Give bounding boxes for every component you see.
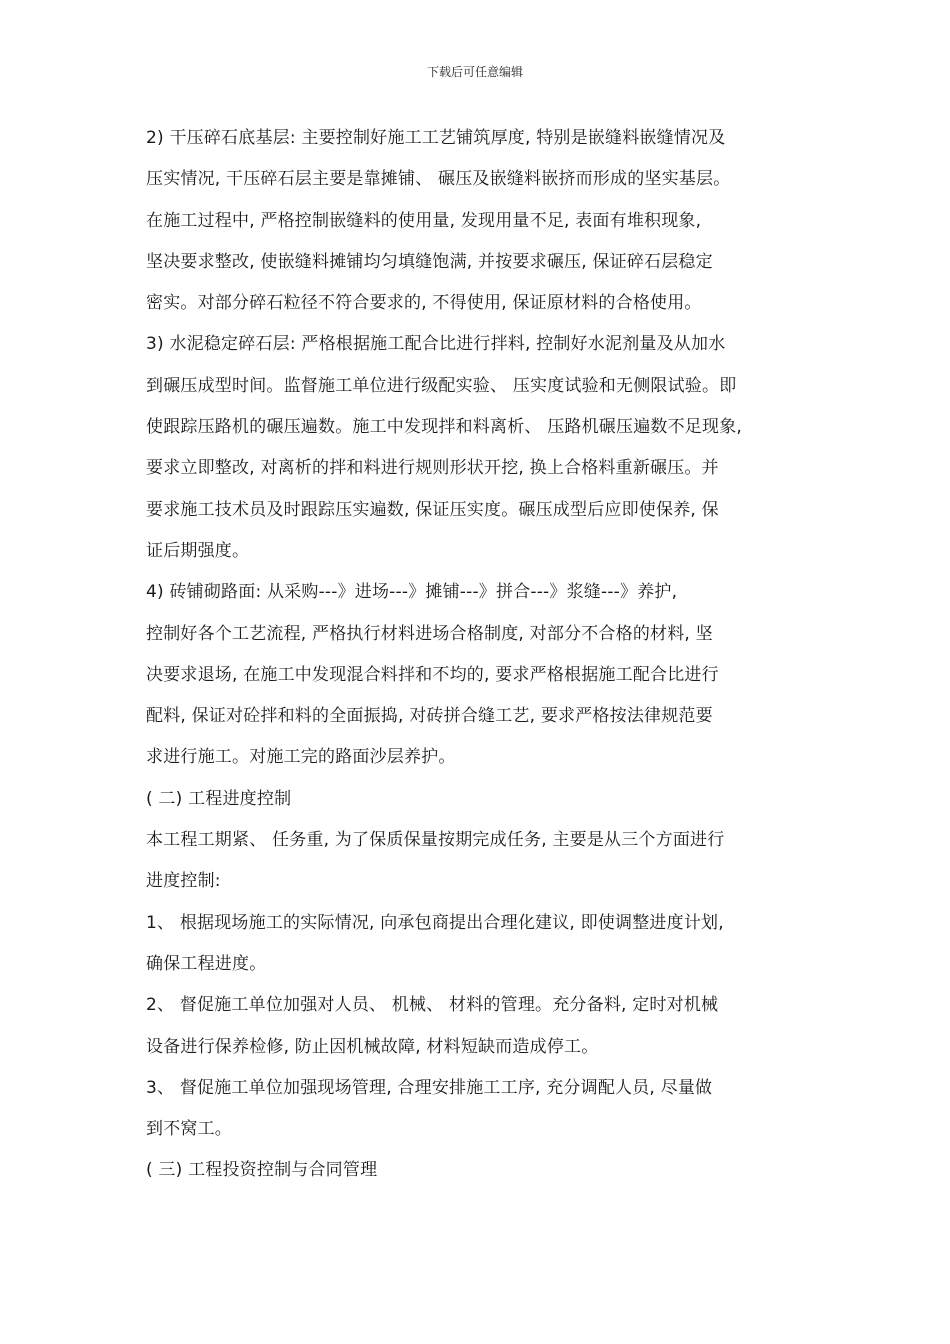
- text-line: 求进行施工。对施工完的路面沙层养护。: [146, 747, 456, 768]
- section-heading: ( 二) 工程进度控制: [146, 788, 292, 809]
- body-text: [146, 118, 826, 1192]
- text-line: 3) 水泥稳定碎石层: 严格根据施工配合比进行拌料, 控制好水泥剂量及从加水: [146, 334, 726, 355]
- text-line: 到不窝工。: [146, 1119, 232, 1140]
- text-line: 要求施工技术员及时跟踪压实遍数, 保证压实度。碾压成型后应即使保养, 保: [146, 499, 719, 520]
- section-heading: ( 三) 工程投资控制与合同管理: [146, 1160, 378, 1181]
- text-line: 确保工程进度。: [146, 953, 267, 974]
- text-line: 3、 督促施工单位加强现场管理, 合理安排施工工序, 充分调配人员, 尽量做: [146, 1077, 713, 1098]
- text-line: 4) 砖铺砌路面: 从采购---》进场---》摊铺---》拼合---》浆缝---》养护,: [146, 582, 678, 603]
- text-line: 使跟踪压路机的碾压遍数。施工中发现拌和料离析、 压路机碾压遍数不足现象,: [146, 417, 743, 438]
- text-line: 1、 根据现场施工的实际情况, 向承包商提出合理化建议, 即使调整进度计划,: [146, 912, 724, 933]
- text-line: 2) 干压碎石底基层: 主要控制好施工工艺铺筑厚度, 特别是嵌缝料嵌缝情况及: [146, 128, 726, 148]
- text-line: 在施工过程中, 严格控制嵌缝料的使用量, 发现用量不足, 表面有堆积现象,: [146, 210, 702, 231]
- text-line: 决要求退场, 在施工中发现混合料拌和不均的, 要求严格根据施工配合比进行: [146, 664, 719, 685]
- text-line: 到碾压成型时间。监督施工单位进行级配实验、 压实度试验和无侧限试验。即: [146, 375, 737, 396]
- text-line: 配料, 保证对砼拌和料的全面振捣, 对砖拼合缝工艺, 要求严格按法律规范要: [146, 706, 713, 727]
- text-line: 证后期强度。: [146, 540, 250, 561]
- text-line: 控制好各个工艺流程, 严格执行材料进场合格制度, 对部分不合格的材料, 坚: [146, 623, 713, 644]
- text-line: 2、 督促施工单位加强对人员、 机械、 材料的管理。充分备料, 定时对机械: [146, 995, 719, 1016]
- page-header: 下载后可任意编辑: [426, 65, 523, 79]
- text-line: 密实。对部分碎石粒径不符合要求的, 不得使用, 保证原材料的合格使用。: [146, 293, 702, 314]
- text-line: 坚决要求整改, 使嵌缝料摊铺均匀填缝饱满, 并按要求碾压, 保证碎石层稳定: [146, 251, 713, 272]
- text-line: 压实情况, 干压碎石层主要是靠摊铺、 碾压及嵌缝料嵌挤而形成的坚实基层。: [146, 169, 731, 190]
- text-line: 设备进行保养检修, 防止因机械故障, 材料短缺而造成停工。: [146, 1036, 599, 1057]
- text-line: 本工程工期紧、 任务重, 为了保质保量按期完成任务, 主要是从三个方面进行: [146, 830, 725, 851]
- text-line: 进度控制:: [146, 871, 221, 892]
- text-line: 要求立即整改, 对离析的拌和料进行规则形状开挖, 换上合格料重新碾压。并: [146, 458, 719, 479]
